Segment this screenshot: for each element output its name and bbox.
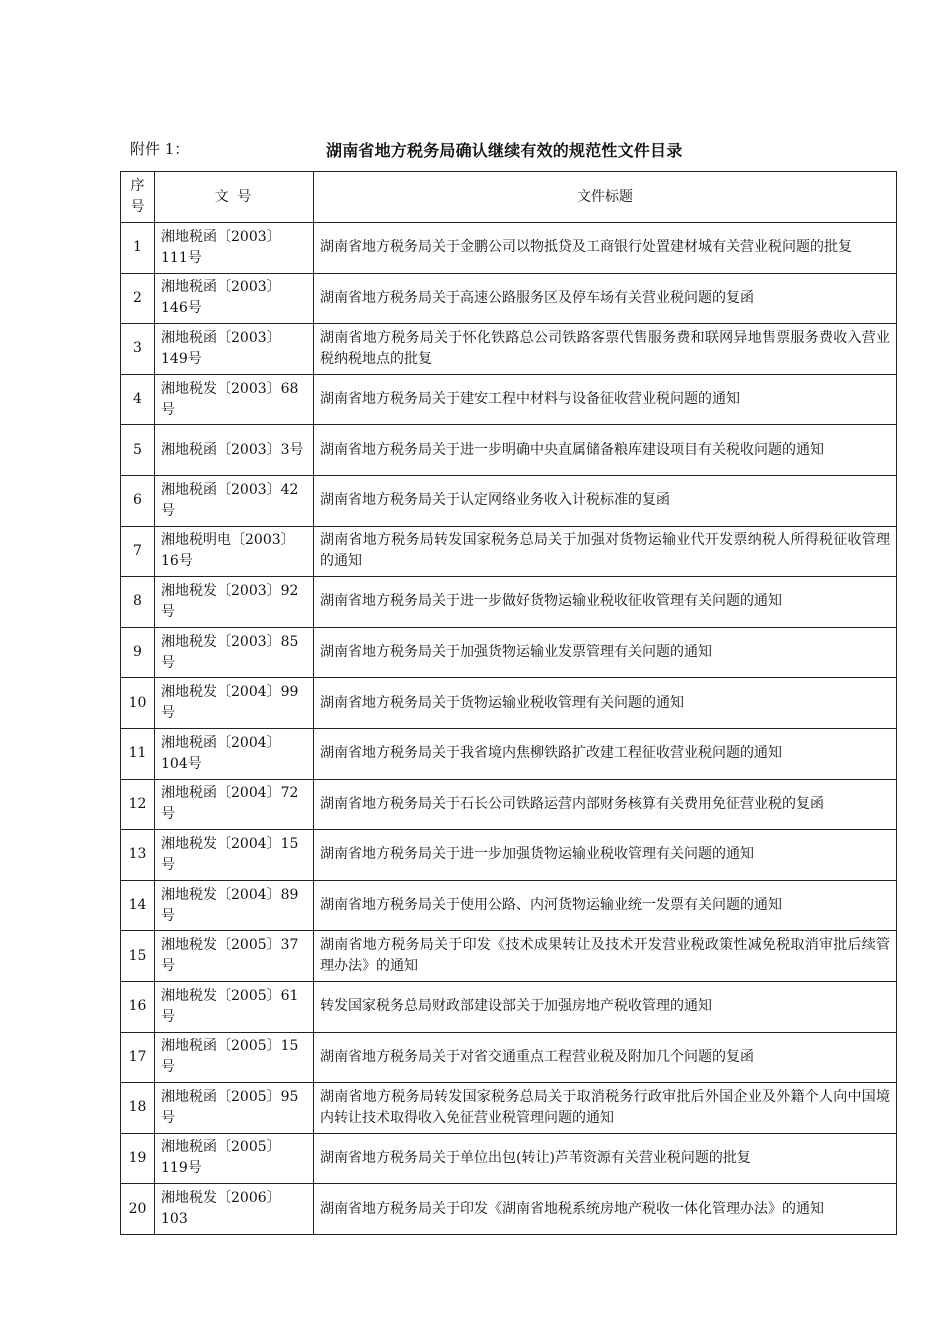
row-number: 2 [121,273,155,324]
row-number: 13 [121,830,155,881]
column-header-document-title: 文件标题 [314,172,897,223]
document-title: 湖南省地方税务局关于金鹏公司以物抵贷及工商银行处置建材城有关营业税问题的批复 [314,223,897,274]
document-number: 湘地税函〔2004〕72号 [155,779,314,830]
table-row [121,475,897,526]
table-row [121,577,897,628]
table-row [121,1184,897,1235]
table-row [121,880,897,931]
row-number: 9 [121,627,155,678]
table-row [121,1032,897,1083]
document-title: 湖南省地方税务局关于石长公司铁路运营内部财务核算有关费用免征营业税的复函 [314,779,897,830]
row-number: 19 [121,1133,155,1184]
document-number: 湘地税函〔2005〕15号 [155,1032,314,1083]
document-title: 湖南省地方税务局关于货物运输业税收管理有关问题的通知 [314,678,897,729]
row-number: 7 [121,526,155,577]
table-header-row [121,172,897,223]
row-number: 1 [121,223,155,274]
document-title: 湖南省地方税务局关于对省交通重点工程营业税及附加几个问题的复函 [314,1032,897,1083]
document-title: 湖南省地方税务局关于加强货物运输业发票管理有关问题的通知 [314,627,897,678]
document-title: 湖南省地方税务局关于建安工程中材料与设备征收营业税问题的通知 [314,374,897,425]
table-row [121,324,897,375]
document-number: 湘地税发〔2003〕85号 [155,627,314,678]
page-header [130,138,830,162]
document-number: 湘地税发〔2003〕92号 [155,577,314,628]
document-number: 湘地税发〔2004〕15号 [155,830,314,881]
row-number: 8 [121,577,155,628]
attachment-label: 附件 1： [130,140,190,158]
document-title: 湖南省地方税务局关于进一步加强货物运输业税收管理有关问题的通知 [314,830,897,881]
document-number: 湘地税发〔2006〕103 [155,1184,314,1235]
row-number: 17 [121,1032,155,1083]
document-number: 湘地税函〔2003〕111号 [155,223,314,274]
column-header-number: 序号 [121,172,155,223]
table-row [121,728,897,779]
table-body [121,223,897,1235]
document-number: 湘地税明电〔2003〕16号 [155,526,314,577]
document-number: 湘地税发〔2004〕89号 [155,880,314,931]
document-number: 湘地税函〔2005〕95号 [155,1083,314,1134]
document-number: 湘地税函〔2004〕104号 [155,728,314,779]
row-number: 15 [121,931,155,982]
document-title: 湖南省地方税务局转发国家税务总局关于加强对货物运输业代开发票纳税人所得税征收管理的通知 [314,526,897,577]
document-number: 湘地税函〔2003〕42号 [155,475,314,526]
row-number: 4 [121,374,155,425]
table-row [121,223,897,274]
table-row [121,981,897,1032]
table-row [121,425,897,476]
page-title: 湖南省地方税务局确认继续有效的规范性文件目录 [326,141,683,160]
document-title: 湖南省地方税务局关于印发《湖南省地税系统房地产税收一体化管理办法》的通知 [314,1184,897,1235]
table-row [121,374,897,425]
table-row [121,830,897,881]
table-row [121,526,897,577]
row-number: 14 [121,880,155,931]
row-number: 18 [121,1083,155,1134]
document-title: 湖南省地方税务局关于使用公路、内河货物运输业统一发票有关问题的通知 [314,880,897,931]
row-number: 20 [121,1184,155,1235]
row-number: 10 [121,678,155,729]
row-number: 12 [121,779,155,830]
document-number: 湘地税发〔2003〕68号 [155,374,314,425]
row-number: 16 [121,981,155,1032]
document-catalog-table [120,171,897,1235]
document-title: 湖南省地方税务局关于怀化铁路总公司铁路客票代售服务费和联网异地售票服务费收入营业税纳税地点的批复 [314,324,897,375]
table-row [121,1083,897,1134]
document-number: 湘地税发〔2005〕61号 [155,981,314,1032]
table-row [121,931,897,982]
row-number: 5 [121,425,155,476]
document-number: 湘地税函〔2003〕3号 [155,425,314,476]
document-title: 湖南省地方税务局关于单位出包(转让)芦苇资源有关营业税问题的批复 [314,1133,897,1184]
column-header-document-number: 文 号 [155,172,314,223]
table-row [121,1133,897,1184]
table-row [121,678,897,729]
document-title: 湖南省地方税务局关于印发《技术成果转让及技术开发营业税政策性减免税取消审批后续管理办法》的通知 [314,931,897,982]
table-row [121,779,897,830]
document-title: 湖南省地方税务局关于进一步明确中央直属储备粮库建设项目有关税收问题的通知 [314,425,897,476]
document-number: 湘地税发〔2004〕99号 [155,678,314,729]
table-row [121,273,897,324]
table-row [121,627,897,678]
document-title: 湖南省地方税务局关于高速公路服务区及停车场有关营业税问题的复函 [314,273,897,324]
document-number: 湘地税函〔2003〕149号 [155,324,314,375]
document-title: 转发国家税务总局财政部建设部关于加强房地产税收管理的通知 [314,981,897,1032]
row-number: 6 [121,475,155,526]
document-title: 湖南省地方税务局关于我省境内焦柳铁路扩改建工程征收营业税问题的通知 [314,728,897,779]
document-title: 湖南省地方税务局转发国家税务总局关于取消税务行政审批后外国企业及外籍个人向中国境内转让技术取得收入免征营业税管理问题的通知 [314,1083,897,1134]
row-number: 3 [121,324,155,375]
document-number: 湘地税函〔2003〕146号 [155,273,314,324]
row-number: 11 [121,728,155,779]
document-title: 湖南省地方税务局关于认定网络业务收入计税标准的复函 [314,475,897,526]
document-number: 湘地税发〔2005〕37号 [155,931,314,982]
document-title: 湖南省地方税务局关于进一步做好货物运输业税收征收管理有关问题的通知 [314,577,897,628]
document-number: 湘地税函〔2005〕119号 [155,1133,314,1184]
